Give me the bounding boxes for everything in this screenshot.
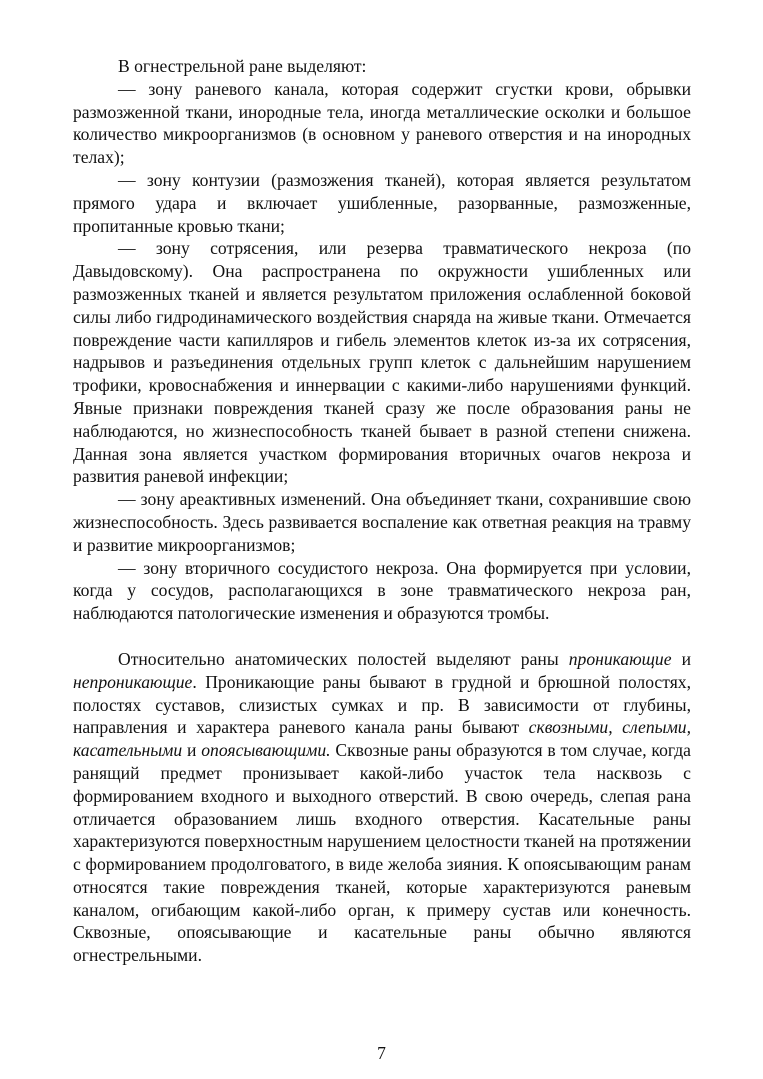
page-body	[73, 55, 691, 967]
classification-text-4: и	[182, 740, 202, 761]
classification-text-5: Сквозные раны образуются в том случае, когда ранящий предмет пронизывает какой-либо участок тела насквозь с формированием входного и выходного отверстий. В свою очередь, слепая рана отличается образованием лишь входного отверстия. Касательные раны характеризуются поверхностным нарушением целостности тканей на протяжении с формированием продолговатого, в виде желоба зияния. К опоясывающим ранам относятся такие повреждения тканей, которые характеризуются раневым каналом, огибающим какой-либо орган, к примеру сустав или конечность. Сквозные, опоясывающие и касательные раны обычно являются огнестрельными.	[73, 740, 691, 966]
term-nonpenetrating: непроникающие	[73, 671, 193, 692]
intro-line: В огнестрельной ране выделяют:	[118, 56, 367, 76]
zone-wound-channel: — зону раневого канала, которая содержит сгустки крови, обрывки размозженной ткани, инородные тела, иногда металлические осколки и большое количество микроорганизмов (в основном у раневого отверстия и на инородных телах);	[73, 78, 691, 168]
zone-concussion: — зону сотрясения, или резерва травматического некроза (по Давыдовскому). Она распространена по окружности ушибленных или размозженных тканей и является результатом приложения ослабленной боковой силы либо гидродинамического воздействия снаряда на живые ткани. Отмечается повреждение части капилляров и гибель элементов клеток из-за их сотрясения, надрывов и разъединения отдельных групп клеток с дальнейшим нарушением трофики, кровоснабжения и иннервации с какими-либо нарушениями функций. Явные признаки повреждения тканей сразу же после образования раны не наблюдаются, но жизнеспособность тканей бывает в разной степени снижена. Данная зона является участком формирования вторичных очагов некроза и развития раневой инфекции;	[73, 238, 691, 487]
term-penetrating: проникающие	[568, 648, 672, 669]
zone-contusion: — зону контузии (размозжения тканей), которая является результатом прямого удара и включает ушибленные, разорванные, размозженные, пропитанные кровью ткани;	[73, 169, 691, 236]
classification-text-2: и	[671, 648, 691, 669]
classification-text-3: . Проникающие раны бывают в грудной и брюшной полостях, полостях суставов, слизистых сумках и пр. В зависимости от глубины, направления и характера раневого канала раны бывают	[73, 671, 691, 738]
term-encircling: опоясывающими.	[201, 740, 331, 761]
classification-paragraph	[73, 648, 691, 967]
zone-secondary-necrosis: — зону вторичного сосудистого некроза. Она формируется при условии, когда у сосудов, располагающихся в зоне травматического некроза ран, наблюдаются патологические изменения и образуются тромбы.	[73, 557, 691, 624]
zone-areactive: — зону ареактивных изменений. Она объединяет ткани, сохранившие свою жизнеспособность. Здесь развивается воспаление как ответная реакция на травму и развитие микроорганизмов;	[73, 489, 691, 555]
page-number: 7	[377, 1043, 386, 1063]
classification-text-1: Относительно анатомических полостей выделяют раны	[118, 648, 569, 669]
term-wound-types: сквозными, слепыми, касательными	[73, 717, 692, 761]
